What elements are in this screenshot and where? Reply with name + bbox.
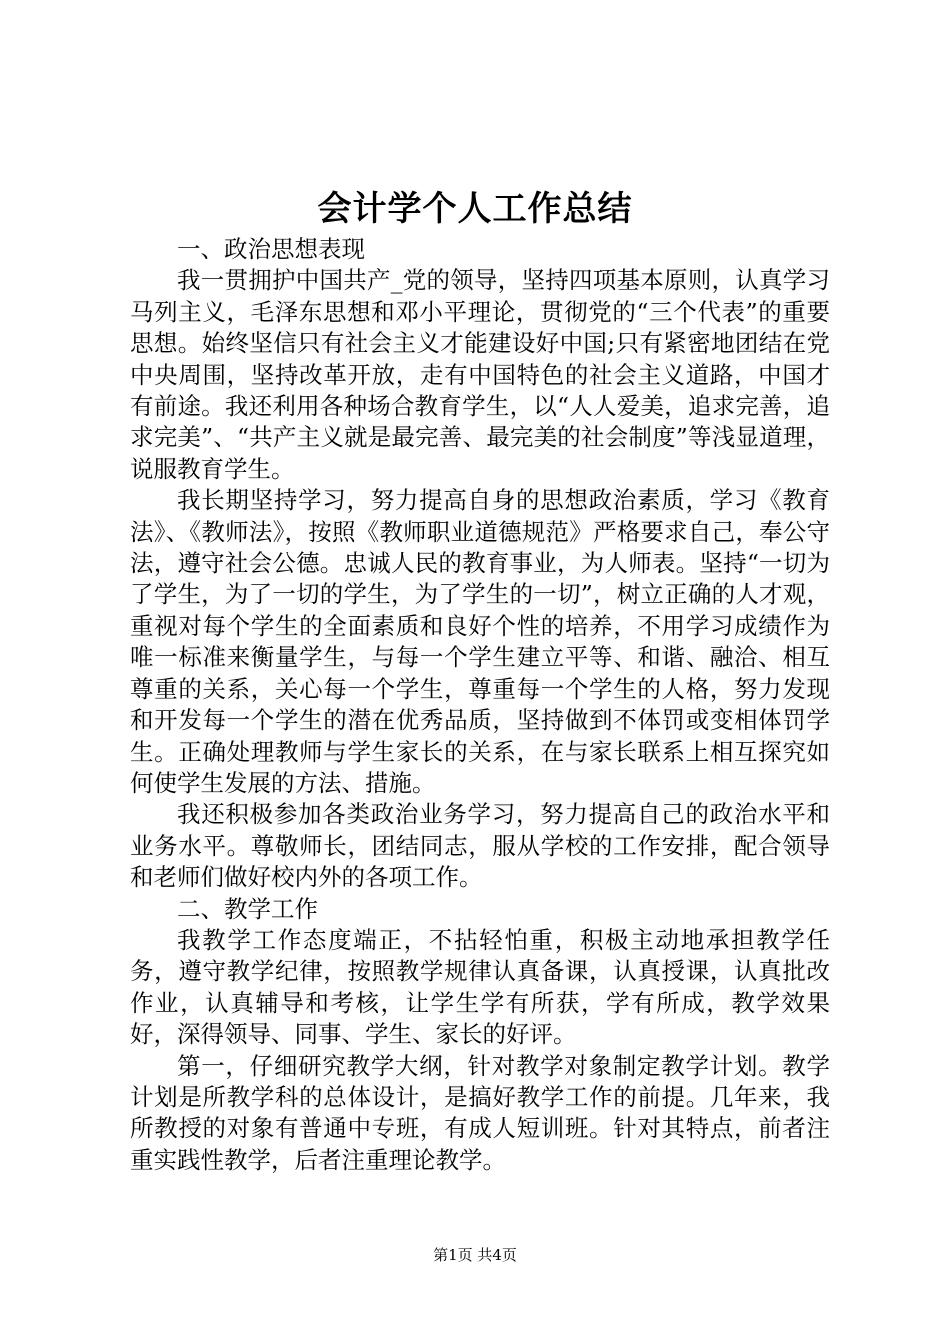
paragraph: 我还积极参加各类政治业务学习，努力提高自己的政治水平和业务水平。尊敬师长，团结同志，服从学校的工作安排，配合领导和老师们做好校内外的各项工作。 (130, 800, 830, 892)
paragraph: 第一，仔细研究教学大纲，针对教学对象制定教学计划。教学计划是所教学科的总体设计，是搞好教学工作的前提。几年来，我所教授的对象有普通中专班，有成人短训班。针对其特点，前者注重实践性教学，后者注重理论教学。 (130, 1051, 830, 1174)
page-footer: 第1页 共4页 (433, 1246, 517, 1264)
paragraph: 我一贯拥护中国共产_党的领导，坚持四项基本原则，认真学习马列主义，毛泽东思想和邓小平理论，贯彻党的“三个代表”的重要思想。始终坚信只有社会主义才能建设好中国;只有紧密地团结在党中央周围，坚持改革开放，走有中国特色的社会主义道路，中国才有前途。我还利用各种场合教育学生，以“人人爱美，追求完善，追求完美”、“共产主义就是最完善、最完美的社会制度”等浅显道理，说服教育学生。 (130, 266, 830, 483)
paragraph: 我长期坚持学习，努力提高自身的思想政治素质，学习《教育法》、《教师法》，按照《教师职业道德规范》严格要求自己，奉公守法，遵守社会公德。忠诚人民的教育事业，为人师表。坚持“一切为了学生，为了一切的学生，为了学生的一切”，树立正确的人才观，重视对每个学生的全面素质和良好个性的培养，不用学习成绩作为唯一标准来衡量学生，与每一个学生建立平等、和谐、融洽、相互尊重的关系，关心每一个学生，尊重每一个学生的人格，努力发现和开发每一个学生的潜在优秀品质，坚持做到不体罚或变相体罚学生。正确处理教师与学生家长的关系，在与家长联系上相互探究如何使学生发展的方法、措施。 (130, 486, 830, 797)
section-heading-politics: 一、政治思想表现 (177, 235, 365, 263)
document-title: 会计学个人工作总结 (317, 189, 633, 229)
section-heading-teaching: 二、教学工作 (177, 894, 318, 923)
document-body (130, 234, 830, 1176)
paragraph: 我教学工作态度端正，不拈轻怕重，积极主动地承担教学任务，遵守教学纪律，按照教学规律认真备课，认真授课，认真批改作业，认真辅导和考核，让学生学有所获，学有所成，教学效果好，深得领导、同事、学生、家长的好评。 (130, 925, 830, 1049)
